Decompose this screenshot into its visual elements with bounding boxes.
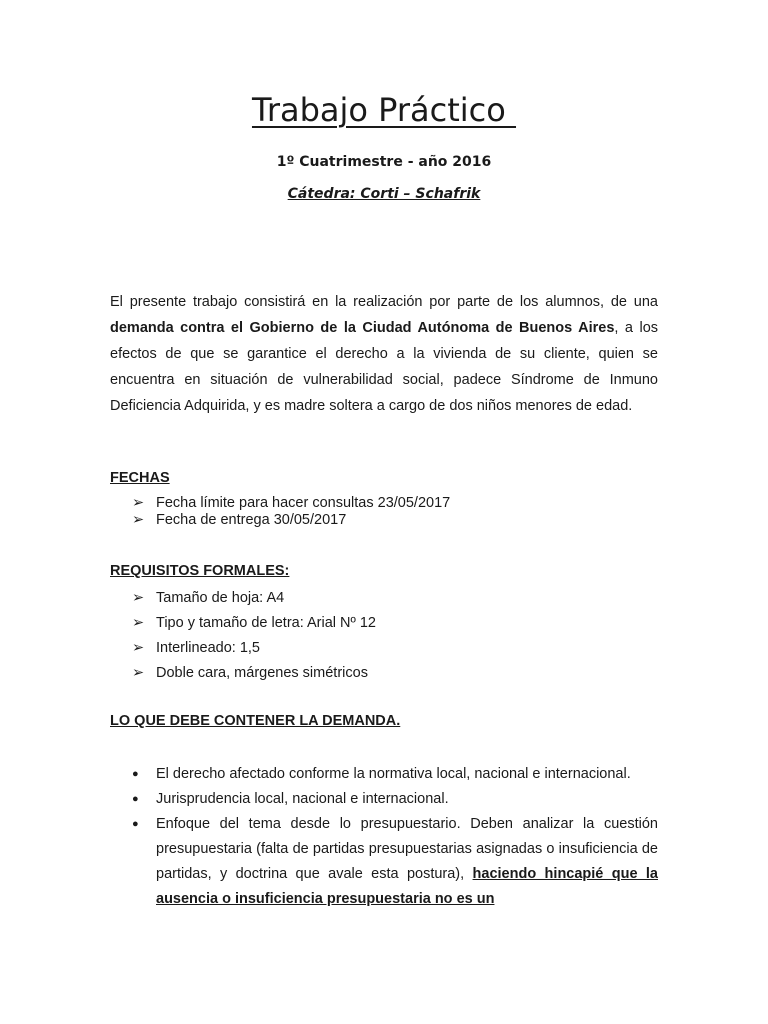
bullet-icon: ●	[132, 793, 139, 805]
demanda-heading: LO QUE DEBE CONTENER LA DEMANDA.	[110, 713, 401, 729]
document-subtitle: 1º Cuatrimestre - año 2016	[276, 154, 492, 170]
arrow-icon: ➢	[132, 495, 145, 511]
list-item: ➢ Fecha límite para hacer consultas 23/05/2017	[132, 495, 451, 511]
bullet-icon: ●	[132, 768, 139, 780]
document-title: Trabajo Práctico	[251, 91, 517, 129]
list-item: ● El derecho afectado conforme la normativa local, nacional e internacional.	[132, 762, 658, 787]
fechas-list	[132, 495, 658, 529]
arrow-icon: ➢	[132, 615, 145, 631]
list-item: ➢ Interlineado: 1,5	[132, 636, 658, 661]
intro-paragraph: El presente trabajo consistirá en la realización por parte de los alumnos, de una demanda contra el Gobierno de la Ciudad Autónoma de Buenos Aires, a los efectos de que se garantice el derecho a la vivienda de su cliente, quien se encuentra en situación de vulnerabilidad social, padece Síndrome de Inmuno Deficiencia Adquirida, y es madre soltera a cargo de dos niños menores de edad.	[110, 294, 659, 414]
emphasis-text: haciendo hincapié que la ausencia o insuficiencia presupuestaria no es un	[156, 866, 658, 907]
intro-bold: demanda contra el Gobierno de la Ciudad Autónoma de Buenos Aires	[110, 320, 615, 336]
list-item: ➢ Doble cara, márgenes simétricos	[132, 661, 658, 686]
bullet-icon: ●	[132, 818, 139, 830]
fechas-heading: FECHAS	[110, 470, 170, 486]
list-item: ➢ Tamaño de hoja: A4	[132, 586, 658, 611]
arrow-icon: ➢	[132, 590, 145, 606]
arrow-icon: ➢	[132, 665, 145, 681]
list-item: ➢ Tipo y tamaño de letra: Arial Nº 12	[132, 611, 658, 636]
list-item: ● Enfoque del tema desde lo presupuestario. Deben analizar la cuestión presupuestaria (falta de partidas presupuestarias asignadas o insuficiencia de partidas, y doctrina que avale esta postura), haciendo hincapié que la ausencia o insuficiencia presupuestaria no es un	[132, 812, 658, 912]
arrow-icon: ➢	[132, 640, 145, 656]
list-item: ● Jurisprudencia local, nacional e internacional.	[132, 787, 658, 812]
demanda-list	[132, 762, 658, 912]
requisitos-list	[132, 586, 658, 686]
catedra-line: Cátedra: Corti – Schafrik	[287, 186, 481, 202]
list-item: ➢ Fecha de entrega 30/05/2017	[132, 512, 347, 528]
arrow-icon: ➢	[132, 512, 145, 528]
requisitos-heading: REQUISITOS FORMALES:	[110, 563, 290, 579]
